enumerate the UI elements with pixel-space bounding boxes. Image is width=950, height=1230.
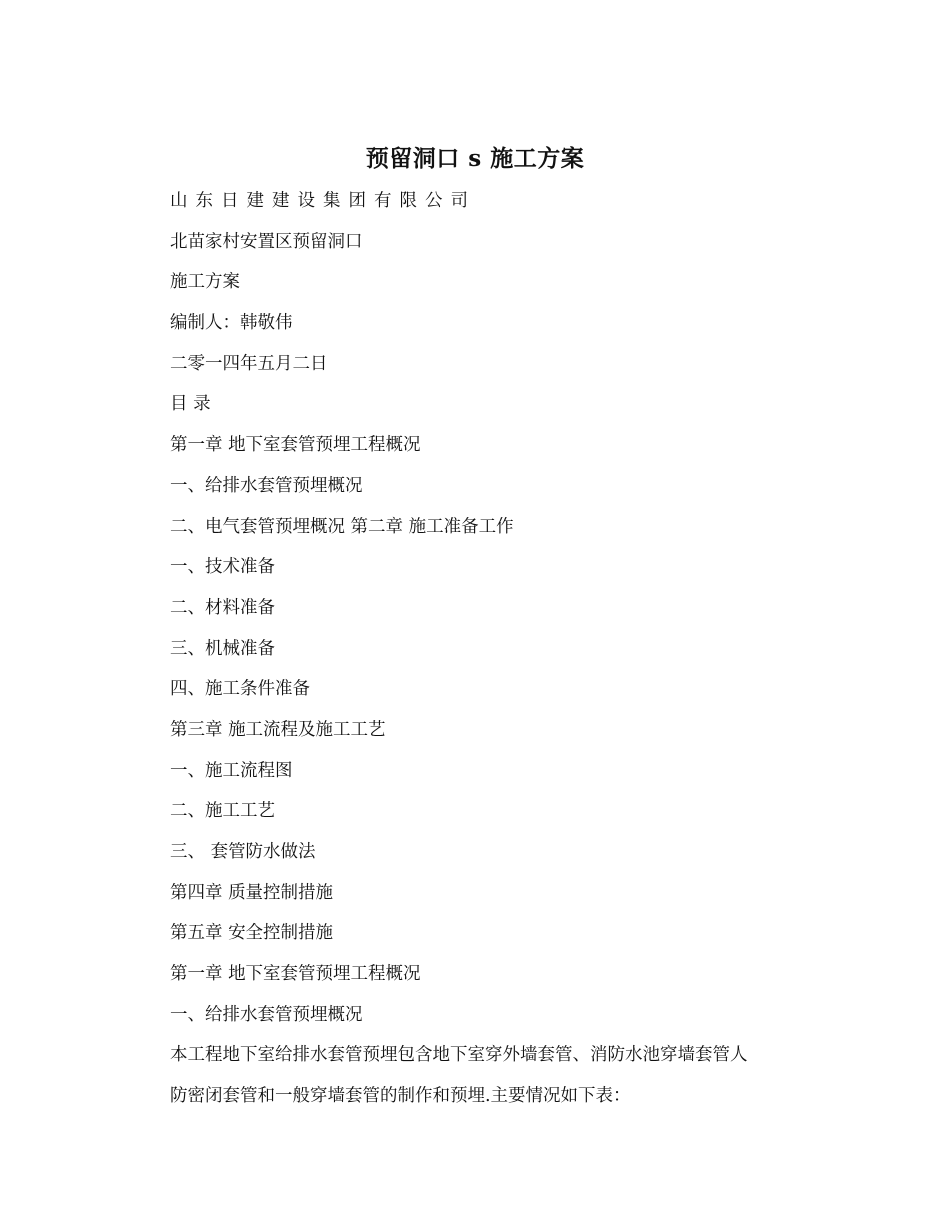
- toc-heading: 目 录: [170, 394, 211, 415]
- toc-entry: 三、机械准备: [170, 638, 275, 659]
- chapter-heading: 第一章 地下室套管预埋工程概况: [170, 964, 421, 985]
- paragraph-line: 防密闭套管和一般穿墙套管的制作和预埋.主要情况如下表：: [170, 1086, 631, 1107]
- document-type: 施工方案: [170, 272, 240, 293]
- document-body: [170, 183, 810, 1119]
- toc-entry: 第五章 安全控制措施: [170, 923, 334, 944]
- toc-entry: 一、技术准备: [170, 557, 275, 578]
- toc-entry: 一、施工流程图: [170, 760, 293, 781]
- toc-entry: 第一章 地下室套管预埋工程概况: [170, 435, 421, 456]
- toc-entry: 三、 套管防水做法: [170, 842, 316, 862]
- project-name: 北苗家村安置区预留洞口: [170, 231, 363, 252]
- document-title: 预留洞口 s 施工方案: [365, 145, 585, 172]
- toc-entry: 二、材料准备: [170, 597, 275, 618]
- company-name: 山东日建建设集团有限公司: [170, 191, 476, 211]
- toc-entry: 一、给排水套管预埋概况: [170, 475, 363, 496]
- toc-entry: 第四章 质量控制措施: [170, 882, 334, 903]
- toc-entry: 二、电气套管预埋概况 第二章 施工准备工作: [170, 516, 514, 537]
- date-line: 二零一四年五月二日: [170, 353, 328, 374]
- paragraph-line: 本工程地下室给排水套管预埋包含地下室穿外墙套管、消防水池穿墙套管人: [170, 1045, 748, 1066]
- author-line: 编制人：韩敬伟: [170, 313, 293, 334]
- toc-entry: 第三章 施工流程及施工工艺: [170, 719, 386, 740]
- toc-entry: 二、施工工艺: [170, 801, 275, 822]
- toc-entry: 四、施工条件准备: [170, 679, 310, 700]
- section-heading: 一、给排水套管预埋概况: [170, 1004, 363, 1025]
